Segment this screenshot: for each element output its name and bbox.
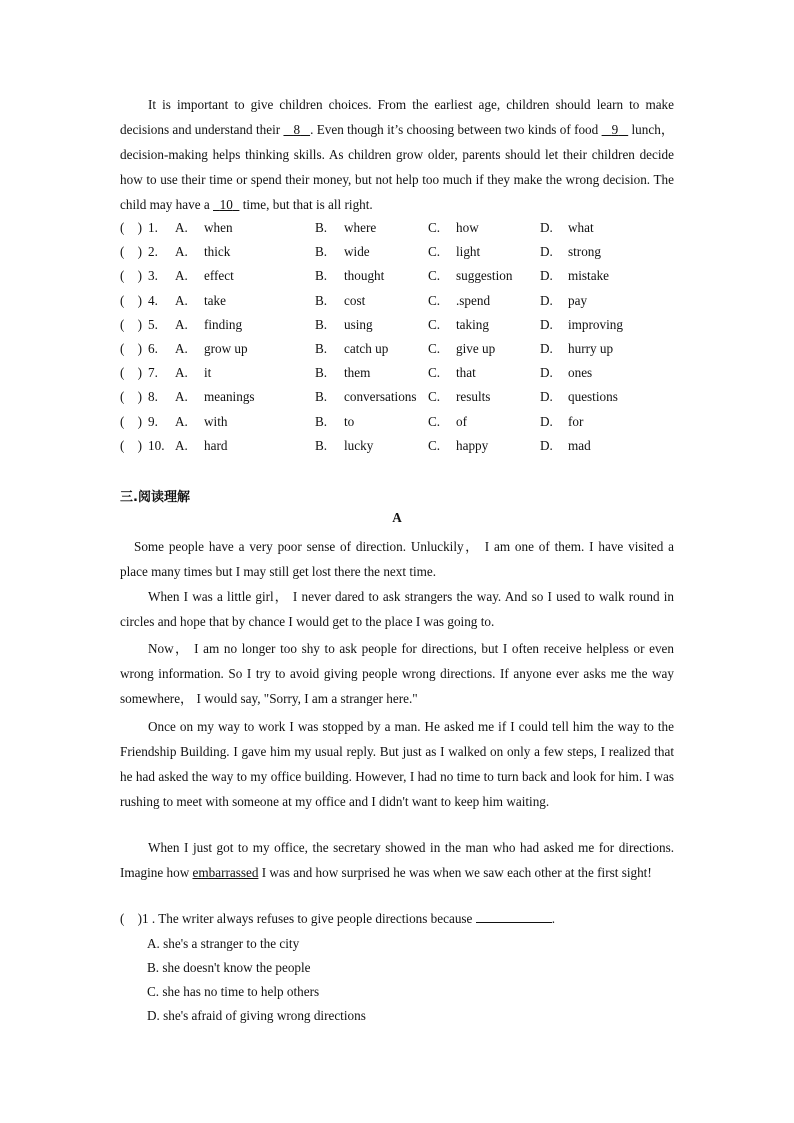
blank-8: 8 (293, 122, 301, 137)
option-letter: D. (540, 340, 553, 356)
option-b[interactable]: wide (344, 244, 370, 260)
option-letter: B. (315, 292, 328, 308)
question-number: 3. (148, 268, 158, 284)
option-a[interactable]: when (204, 220, 233, 235)
option-letter: D. (540, 413, 553, 429)
option-letter: A. (175, 340, 188, 356)
option-letter: D. (540, 437, 553, 453)
option-letter: A. (175, 244, 188, 260)
option-a[interactable]: it (204, 365, 212, 381)
option-row (120, 385, 680, 409)
option-a[interactable]: meanings (204, 389, 255, 405)
option-a[interactable]: finding (204, 316, 243, 332)
option-row (120, 313, 680, 337)
passage-p4: Once on my way to work I was stopped by a man. He asked me if I could tell him the way to the Friendship Building. I gave him my usual reply. But just as I walked on only a few steps, I realized that he had asked the way to my office building. However, I had no time to turn back and look for him. I was rushing to meet with someone at my office and I didn't want to keep him waiting. (120, 719, 674, 809)
cloze-text: time, but that is all right. (239, 197, 373, 212)
answer-paren[interactable]: ( ) (120, 365, 142, 381)
option-row (120, 264, 680, 288)
cloze-text: . Even though it’s choosing between two kinds of food (310, 122, 602, 137)
question-number: 7. (148, 365, 158, 381)
option-d[interactable]: hurry up (568, 340, 614, 356)
option-letter: D. (540, 389, 553, 405)
option-letter: D. (540, 365, 553, 381)
question-option-c[interactable]: C. she has no time to help others (147, 984, 320, 999)
question-option-d[interactable]: D. she's afraid of giving wrong directions (147, 1008, 366, 1023)
option-b[interactable]: where (344, 220, 377, 235)
option-b[interactable]: thought (344, 268, 385, 284)
passage-p1: Some people have a very poor sense of direction. Unluckily， I am one of them. I have visited a place many times but I may still get lost there the next time. (120, 539, 674, 579)
option-d[interactable]: mad (568, 437, 591, 453)
option-letter: B. (315, 244, 328, 260)
option-letter: D. (540, 316, 553, 332)
blank-10: 10 (219, 197, 233, 212)
option-row (120, 361, 680, 385)
option-c[interactable]: that (456, 365, 476, 381)
question-number: 8. (148, 389, 158, 405)
question-number: 1. (148, 220, 158, 235)
option-d[interactable]: what (568, 220, 594, 235)
cloze-text: It is important to give children choices. From the earliest age, children should learn to make decisions and understand their (120, 97, 674, 137)
option-letter: B. (315, 365, 328, 381)
question-number: 9. (148, 413, 158, 429)
option-b[interactable]: them (344, 365, 371, 381)
option-letter: C. (428, 316, 441, 332)
option-d[interactable]: ones (568, 365, 593, 381)
option-d[interactable]: pay (568, 292, 588, 308)
option-letter: A. (175, 268, 188, 284)
option-letter: C. (428, 437, 441, 453)
question-option-b[interactable]: B. she doesn't know the people (147, 960, 311, 975)
option-letter: A. (175, 365, 188, 381)
option-letter: D. (540, 220, 553, 235)
answer-paren[interactable]: ( ) (120, 268, 142, 284)
option-row (120, 434, 680, 458)
option-b[interactable]: catch up (344, 340, 389, 356)
option-row (120, 410, 680, 434)
option-letter: D. (540, 292, 553, 308)
option-letter: C. (428, 389, 441, 405)
passage-p3: Now， I am no longer too shy to ask people for directions, but I often receive helpless or even wrong information. So I try to avoid giving people wrong directions. If anyone ever asks me the way somewhere， I would say, "Sorry, I am a stranger here." (120, 641, 674, 706)
option-d[interactable]: questions (568, 389, 618, 405)
option-d[interactable]: mistake (568, 268, 610, 284)
option-letter: C. (428, 220, 441, 235)
option-letter: B. (315, 268, 328, 284)
option-a[interactable]: with (204, 413, 228, 429)
option-a[interactable]: take (204, 292, 226, 308)
option-b[interactable]: conversations (344, 389, 417, 405)
answer-paren[interactable]: ( ) (120, 389, 142, 405)
embarrassed-word: embarrassed (192, 865, 259, 880)
answer-paren[interactable]: ( ) (120, 292, 142, 308)
question-text: 1 . The writer always refuses to give people directions because (141, 911, 473, 926)
option-letter: A. (175, 389, 188, 405)
option-letter: A. (175, 413, 188, 429)
option-letter: D. (540, 244, 553, 260)
option-b[interactable]: lucky (344, 437, 374, 453)
question-1: ( )1 . The writer always refuses to give people directions because . (120, 911, 556, 926)
option-letter: A. (175, 220, 188, 235)
option-b[interactable]: cost (344, 292, 366, 308)
blank-9: 9 (611, 122, 619, 137)
option-row (120, 216, 680, 240)
option-c[interactable]: light (456, 244, 481, 260)
option-b[interactable]: using (344, 316, 373, 332)
question-option-a[interactable]: A. she's a stranger to the city (147, 936, 300, 951)
option-c[interactable]: give up (456, 340, 496, 356)
option-c[interactable]: happy (456, 437, 489, 453)
answer-paren[interactable]: ( ) (120, 244, 142, 260)
option-letter: B. (315, 437, 328, 453)
option-d[interactable]: strong (568, 244, 601, 260)
option-letter: B. (315, 413, 328, 429)
answer-paren[interactable]: ( ) (120, 316, 142, 332)
answer-paren[interactable]: ( ) (120, 437, 142, 453)
option-c[interactable]: .spend (456, 292, 491, 308)
option-letter: B. (315, 316, 328, 332)
option-letter: C. (428, 292, 441, 308)
section-title: 三.阅读理解 (120, 490, 190, 505)
option-letter: C. (428, 365, 441, 381)
option-c[interactable]: how (456, 220, 479, 235)
option-letter: C. (428, 268, 441, 284)
option-letter: B. (315, 389, 328, 405)
option-letter: D. (540, 268, 553, 284)
option-c[interactable]: of (456, 413, 467, 429)
option-c[interactable]: taking (456, 316, 489, 332)
passage-title: A (392, 510, 402, 525)
option-row (120, 337, 680, 361)
cloze-passage (120, 92, 674, 217)
option-a[interactable]: thick (204, 244, 231, 260)
question-number: 6. (148, 340, 158, 356)
option-c[interactable]: suggestion (456, 268, 513, 284)
answer-paren[interactable]: ( ) (120, 413, 142, 429)
option-a[interactable]: hard (204, 437, 228, 453)
passage-p5: When I just got to my office, the secretary showed in the man who had asked me for directions. Imagine how embarrassed I was and how surprised he was when we saw each other at the first sight! (120, 840, 674, 880)
answer-paren[interactable]: ( ) (120, 220, 142, 235)
option-a[interactable]: grow up (204, 340, 248, 356)
cloze-text: lunch， decision-making helps thinking skills. As children grow older, parents should let their children decide how to use their time or spend their money, but not help too much if they make the wrong decision. The child may have a (120, 122, 675, 212)
question-number: 2. (148, 244, 158, 260)
option-d[interactable]: for (568, 413, 584, 429)
option-letter: B. (315, 340, 328, 356)
option-c[interactable]: results (456, 389, 491, 405)
option-row (120, 240, 680, 264)
question-number: 5. (148, 316, 158, 332)
option-row (120, 289, 680, 313)
option-a[interactable]: effect (204, 268, 234, 284)
answer-paren[interactable]: ( ) (120, 340, 142, 356)
option-letter: A. (175, 437, 188, 453)
option-b[interactable]: to (344, 413, 355, 429)
option-letter: C. (428, 413, 441, 429)
answer-paren[interactable]: ( ) (120, 911, 142, 926)
option-letter: C. (428, 244, 441, 260)
question-number: 10. (148, 437, 165, 453)
option-letter: A. (175, 292, 188, 308)
option-d[interactable]: improving (568, 316, 623, 332)
option-letter: B. (315, 220, 328, 235)
answer-blank[interactable] (476, 910, 552, 923)
options-table (120, 216, 680, 458)
option-letter: A. (175, 316, 188, 332)
question-number: 4. (148, 292, 158, 308)
option-letter: C. (428, 340, 441, 356)
passage-p2: When I was a little girl， I never dared to ask strangers the way. And so I used to walk round in circles and hope that by chance I would get to the place I was going to. (120, 589, 674, 629)
